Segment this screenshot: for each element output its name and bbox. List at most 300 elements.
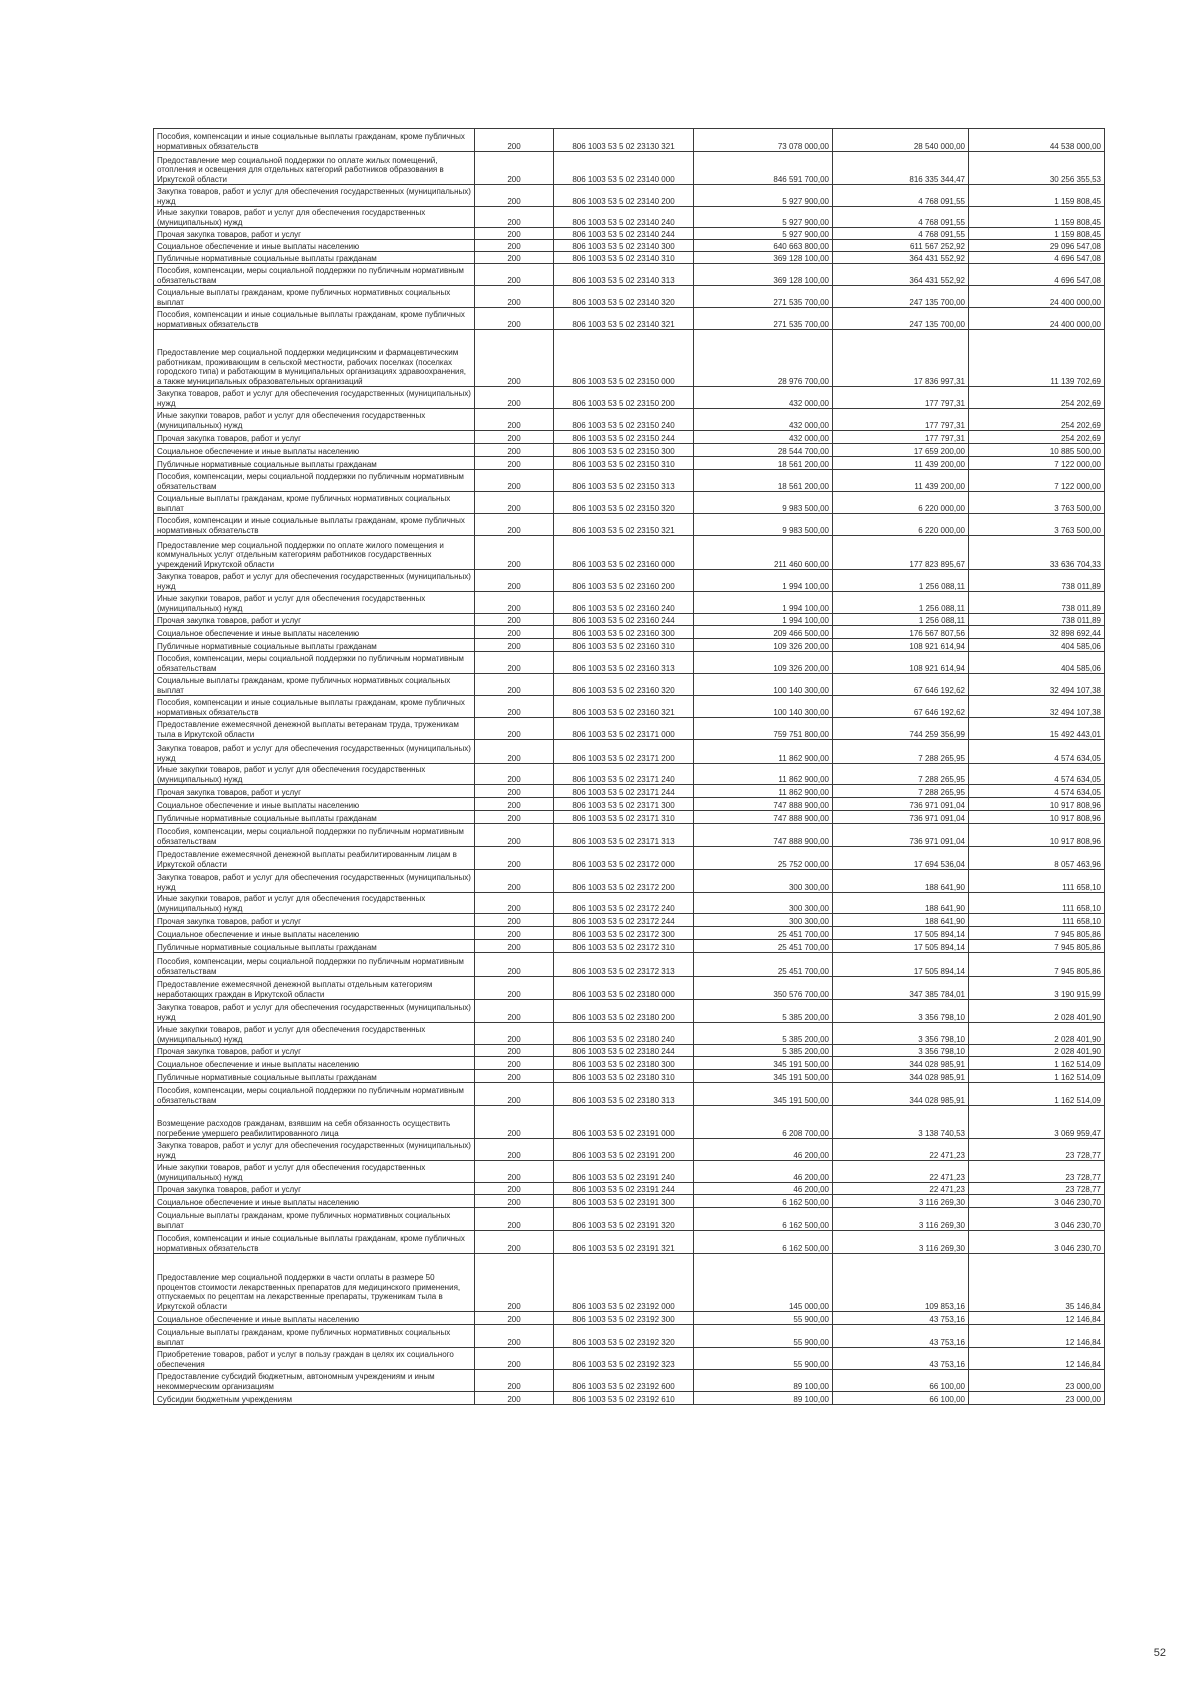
table-row	[154, 785, 1105, 798]
table-row	[154, 1348, 1105, 1370]
row-unexecuted-amount-cell: 3 190 915,99	[969, 977, 1105, 1000]
row-approved-amount-cell: 211 460 600,00	[694, 536, 833, 570]
row-classification-code-cell: 806 1003 53 5 02 23192 320	[554, 1325, 694, 1348]
row-approved-amount-cell: 5 385 200,00	[694, 1000, 833, 1023]
row-approved-amount-cell: 11 862 900,00	[694, 764, 833, 785]
row-code-cell: 200	[475, 185, 554, 207]
row-executed-amount-cell: 344 028 985,91	[833, 1083, 969, 1106]
row-code-cell: 200	[475, 409, 554, 431]
table-row	[154, 228, 1105, 240]
row-classification-code-cell: 806 1003 53 5 02 23160 321	[554, 696, 694, 718]
row-approved-amount-cell: 89 100,00	[694, 1370, 833, 1392]
row-code-cell: 200	[475, 614, 554, 626]
row-unexecuted-amount-cell: 3 046 230,70	[969, 1208, 1105, 1231]
row-code-cell: 200	[475, 1370, 554, 1392]
row-unexecuted-amount-cell: 32 494 107,38	[969, 696, 1105, 718]
row-code-cell: 200	[475, 286, 554, 308]
row-executed-amount-cell: 4 768 091,55	[833, 228, 969, 240]
row-unexecuted-amount-cell: 33 636 704,33	[969, 536, 1105, 570]
row-unexecuted-amount-cell: 10 885 500,00	[969, 444, 1105, 457]
row-executed-amount-cell: 17 505 894,14	[833, 927, 969, 940]
row-approved-amount-cell: 1 994 100,00	[694, 592, 833, 614]
table-row	[154, 1106, 1105, 1139]
row-approved-amount-cell: 25 752 000,00	[694, 847, 833, 870]
row-unexecuted-amount-cell: 254 202,69	[969, 387, 1105, 409]
row-unexecuted-amount-cell: 7 945 805,86	[969, 927, 1105, 940]
row-code-cell: 200	[475, 1070, 554, 1083]
table-row	[154, 1231, 1105, 1254]
row-code-cell: 200	[475, 824, 554, 847]
row-name-cell: Пособия, компенсации, меры социальной поддержки по публичным нормативным обязательствам	[154, 264, 475, 286]
row-executed-amount-cell: 1 256 088,11	[833, 614, 969, 626]
row-name-cell: Иные закупки товаров, работ и услуг для обеспечения государственных (муниципальных) нужд	[154, 409, 475, 431]
row-code-cell: 200	[475, 1231, 554, 1254]
row-executed-amount-cell: 816 335 344,47	[833, 152, 969, 185]
row-code-cell: 200	[475, 152, 554, 185]
row-code-cell: 200	[475, 1106, 554, 1139]
row-code-cell: 200	[475, 811, 554, 824]
row-executed-amount-cell: 11 439 200,00	[833, 457, 969, 470]
row-approved-amount-cell: 345 191 500,00	[694, 1070, 833, 1083]
row-code-cell: 200	[475, 1348, 554, 1370]
row-executed-amount-cell: 176 567 807,56	[833, 626, 969, 639]
row-code-cell: 200	[475, 977, 554, 1000]
table-row	[154, 207, 1105, 228]
row-classification-code-cell: 806 1003 53 5 02 23160 310	[554, 639, 694, 652]
row-name-cell: Предоставление мер социальной поддержки медицинским и фармацевтическим работникам, проживающим в сельской местности, рабочих поселках (поселках городского типа) и работающим в муниципальных организациях здравоохранения, а также муниципальных образовательных организаций	[154, 330, 475, 387]
row-executed-amount-cell: 3 356 798,10	[833, 1045, 969, 1057]
table-row	[154, 1254, 1105, 1312]
row-approved-amount-cell: 18 561 200,00	[694, 470, 833, 492]
row-name-cell: Иные закупки товаров, работ и услуг для обеспечения государственных (муниципальных) нужд	[154, 207, 475, 228]
row-classification-code-cell: 806 1003 53 5 02 23172 000	[554, 847, 694, 870]
row-classification-code-cell: 806 1003 53 5 02 23192 000	[554, 1254, 694, 1312]
row-executed-amount-cell: 67 646 192,62	[833, 674, 969, 696]
table-row	[154, 1161, 1105, 1183]
row-classification-code-cell: 806 1003 53 5 02 23172 300	[554, 927, 694, 940]
row-code-cell: 200	[475, 470, 554, 492]
table-row	[154, 1195, 1105, 1208]
row-code-cell: 200	[475, 457, 554, 470]
row-code-cell: 200	[475, 1083, 554, 1106]
row-unexecuted-amount-cell: 7 945 805,86	[969, 953, 1105, 977]
row-approved-amount-cell: 5 927 900,00	[694, 228, 833, 240]
table-row	[154, 570, 1105, 592]
row-name-cell: Пособия, компенсации и иные социальные выплаты гражданам, кроме публичных нормативных обязательств	[154, 1231, 475, 1254]
row-classification-code-cell: 806 1003 53 5 02 23160 000	[554, 536, 694, 570]
row-classification-code-cell: 806 1003 53 5 02 23150 320	[554, 492, 694, 514]
row-classification-code-cell: 806 1003 53 5 02 23150 200	[554, 387, 694, 409]
row-unexecuted-amount-cell: 111 658,10	[969, 914, 1105, 927]
row-code-cell: 200	[475, 387, 554, 409]
row-executed-amount-cell: 3 116 269,30	[833, 1208, 969, 1231]
row-unexecuted-amount-cell: 4 696 547,08	[969, 252, 1105, 264]
row-executed-amount-cell: 188 641,90	[833, 893, 969, 914]
row-classification-code-cell: 806 1003 53 5 02 23171 244	[554, 785, 694, 798]
row-approved-amount-cell: 5 385 200,00	[694, 1023, 833, 1045]
row-classification-code-cell: 806 1003 53 5 02 23191 320	[554, 1208, 694, 1231]
row-classification-code-cell: 806 1003 53 5 02 23160 320	[554, 674, 694, 696]
row-approved-amount-cell: 25 451 700,00	[694, 953, 833, 977]
row-name-cell: Закупка товаров, работ и услуг для обеспечения государственных (муниципальных) нужд	[154, 1000, 475, 1023]
row-name-cell: Закупка товаров, работ и услуг для обеспечения государственных (муниципальных) нужд	[154, 870, 475, 893]
row-code-cell: 200	[475, 927, 554, 940]
table-row	[154, 940, 1105, 953]
row-classification-code-cell: 806 1003 53 5 02 23171 200	[554, 740, 694, 764]
table-row	[154, 185, 1105, 207]
row-executed-amount-cell: 344 028 985,91	[833, 1057, 969, 1070]
row-classification-code-cell: 806 1003 53 5 02 23180 000	[554, 977, 694, 1000]
row-executed-amount-cell: 22 471,23	[833, 1161, 969, 1183]
row-code-cell: 200	[475, 444, 554, 457]
row-approved-amount-cell: 350 576 700,00	[694, 977, 833, 1000]
row-classification-code-cell: 806 1003 53 5 02 23150 321	[554, 514, 694, 536]
row-approved-amount-cell: 28 544 700,00	[694, 444, 833, 457]
row-name-cell: Публичные нормативные социальные выплаты гражданам	[154, 1070, 475, 1083]
row-unexecuted-amount-cell: 738 011,89	[969, 614, 1105, 626]
table-row	[154, 870, 1105, 893]
row-code-cell: 200	[475, 1161, 554, 1183]
table-row	[154, 977, 1105, 1000]
row-unexecuted-amount-cell: 4 574 634,05	[969, 764, 1105, 785]
row-classification-code-cell: 806 1003 53 5 02 23160 244	[554, 614, 694, 626]
row-name-cell: Предоставление мер социальной поддержки по оплате жилых помещений, отопления и освещения для отдельных категорий работников образования в Иркутской области	[154, 152, 475, 185]
row-name-cell: Закупка товаров, работ и услуг для обеспечения государственных (муниципальных) нужд	[154, 387, 475, 409]
row-classification-code-cell: 806 1003 53 5 02 23160 200	[554, 570, 694, 592]
row-classification-code-cell: 806 1003 53 5 02 23171 240	[554, 764, 694, 785]
row-name-cell: Социальное обеспечение и иные выплаты населению	[154, 927, 475, 940]
table-row	[154, 264, 1105, 286]
table-row	[154, 470, 1105, 492]
row-unexecuted-amount-cell: 111 658,10	[969, 893, 1105, 914]
row-name-cell: Пособия, компенсации, меры социальной поддержки по публичным нормативным обязательствам	[154, 1083, 475, 1106]
row-executed-amount-cell: 66 100,00	[833, 1370, 969, 1392]
row-code-cell: 200	[475, 1312, 554, 1325]
table-row	[154, 308, 1105, 330]
row-approved-amount-cell: 271 535 700,00	[694, 308, 833, 330]
table-row	[154, 893, 1105, 914]
row-executed-amount-cell: 364 431 552,92	[833, 252, 969, 264]
row-executed-amount-cell: 188 641,90	[833, 870, 969, 893]
row-executed-amount-cell: 22 471,23	[833, 1139, 969, 1161]
row-name-cell: Социальное обеспечение и иные выплаты населению	[154, 798, 475, 811]
row-executed-amount-cell: 7 288 265,95	[833, 785, 969, 798]
row-executed-amount-cell: 611 567 252,92	[833, 240, 969, 252]
row-name-cell: Публичные нормативные социальные выплаты гражданам	[154, 811, 475, 824]
row-unexecuted-amount-cell: 254 202,69	[969, 431, 1105, 444]
row-approved-amount-cell: 6 162 500,00	[694, 1195, 833, 1208]
row-approved-amount-cell: 432 000,00	[694, 409, 833, 431]
row-name-cell: Пособия, компенсации, меры социальной поддержки по публичным нормативным обязательствам	[154, 953, 475, 977]
row-code-cell: 200	[475, 1139, 554, 1161]
row-executed-amount-cell: 28 540 000,00	[833, 129, 969, 152]
row-classification-code-cell: 806 1003 53 5 02 23140 310	[554, 252, 694, 264]
row-unexecuted-amount-cell: 7 945 805,86	[969, 940, 1105, 953]
table-row	[154, 674, 1105, 696]
row-classification-code-cell: 806 1003 53 5 02 23172 200	[554, 870, 694, 893]
row-executed-amount-cell: 736 971 091,04	[833, 811, 969, 824]
table-row	[154, 740, 1105, 764]
row-approved-amount-cell: 209 466 500,00	[694, 626, 833, 639]
row-code-cell: 200	[475, 674, 554, 696]
row-code-cell: 200	[475, 1392, 554, 1405]
row-approved-amount-cell: 5 927 900,00	[694, 207, 833, 228]
row-classification-code-cell: 806 1003 53 5 02 23172 240	[554, 893, 694, 914]
table-row	[154, 457, 1105, 470]
row-executed-amount-cell: 3 116 269,30	[833, 1231, 969, 1254]
row-classification-code-cell: 806 1003 53 5 02 23160 240	[554, 592, 694, 614]
row-code-cell: 200	[475, 696, 554, 718]
row-unexecuted-amount-cell: 11 139 702,69	[969, 330, 1105, 387]
row-code-cell: 200	[475, 264, 554, 286]
row-classification-code-cell: 806 1003 53 5 02 23171 300	[554, 798, 694, 811]
row-code-cell: 200	[475, 764, 554, 785]
row-name-cell: Предоставление ежемесячной денежной выплаты отдельным категориям неработающих граждан в Иркутской области	[154, 977, 475, 1000]
row-executed-amount-cell: 17 505 894,14	[833, 940, 969, 953]
row-executed-amount-cell: 17 505 894,14	[833, 953, 969, 977]
row-code-cell: 200	[475, 252, 554, 264]
row-approved-amount-cell: 345 191 500,00	[694, 1083, 833, 1106]
table-body	[154, 129, 1105, 1405]
table-row	[154, 492, 1105, 514]
table-row	[154, 1070, 1105, 1083]
row-name-cell: Социальное обеспечение и иные выплаты населению	[154, 1195, 475, 1208]
row-executed-amount-cell: 177 823 895,67	[833, 536, 969, 570]
row-approved-amount-cell: 46 200,00	[694, 1139, 833, 1161]
row-executed-amount-cell: 43 753,16	[833, 1348, 969, 1370]
row-unexecuted-amount-cell: 4 574 634,05	[969, 740, 1105, 764]
row-classification-code-cell: 806 1003 53 5 02 23180 310	[554, 1070, 694, 1083]
row-unexecuted-amount-cell: 4 574 634,05	[969, 785, 1105, 798]
row-classification-code-cell: 806 1003 53 5 02 23150 244	[554, 431, 694, 444]
table-row	[154, 847, 1105, 870]
row-executed-amount-cell: 6 220 000,00	[833, 492, 969, 514]
table-row	[154, 431, 1105, 444]
row-code-cell: 200	[475, 1195, 554, 1208]
row-code-cell: 200	[475, 652, 554, 674]
table-row	[154, 614, 1105, 626]
table-row	[154, 252, 1105, 264]
row-executed-amount-cell: 109 853,16	[833, 1254, 969, 1312]
row-code-cell: 200	[475, 240, 554, 252]
row-code-cell: 200	[475, 129, 554, 152]
row-name-cell: Прочая закупка товаров, работ и услуг	[154, 228, 475, 240]
budget-execution-table	[153, 128, 1105, 1405]
row-classification-code-cell: 806 1003 53 5 02 23172 313	[554, 953, 694, 977]
row-executed-amount-cell: 43 753,16	[833, 1325, 969, 1348]
row-executed-amount-cell: 247 135 700,00	[833, 308, 969, 330]
row-code-cell: 200	[475, 330, 554, 387]
row-classification-code-cell: 806 1003 53 5 02 23140 300	[554, 240, 694, 252]
row-name-cell: Субсидии бюджетным учреждениям	[154, 1392, 475, 1405]
row-classification-code-cell: 806 1003 53 5 02 23160 300	[554, 626, 694, 639]
row-classification-code-cell: 806 1003 53 5 02 23150 000	[554, 330, 694, 387]
row-approved-amount-cell: 1 994 100,00	[694, 614, 833, 626]
row-name-cell: Прочая закупка товаров, работ и услуг	[154, 614, 475, 626]
row-unexecuted-amount-cell: 23 000,00	[969, 1392, 1105, 1405]
row-classification-code-cell: 806 1003 53 5 02 23192 600	[554, 1370, 694, 1392]
row-approved-amount-cell: 747 888 900,00	[694, 824, 833, 847]
table-row	[154, 1045, 1105, 1057]
row-unexecuted-amount-cell: 1 162 514,09	[969, 1057, 1105, 1070]
row-name-cell: Пособия, компенсации и иные социальные выплаты гражданам, кроме публичных нормативных обязательств	[154, 308, 475, 330]
row-code-cell: 200	[475, 492, 554, 514]
row-unexecuted-amount-cell: 3 046 230,70	[969, 1195, 1105, 1208]
row-executed-amount-cell: 744 259 356,99	[833, 718, 969, 740]
row-classification-code-cell: 806 1003 53 5 02 23191 321	[554, 1231, 694, 1254]
row-approved-amount-cell: 25 451 700,00	[694, 927, 833, 940]
row-executed-amount-cell: 43 753,16	[833, 1312, 969, 1325]
row-name-cell: Социальные выплаты гражданам, кроме публичных нормативных социальных выплат	[154, 286, 475, 308]
row-name-cell: Предоставление ежемесячной денежной выплаты реабилитированным лицам в Иркутской области	[154, 847, 475, 870]
row-unexecuted-amount-cell: 8 057 463,96	[969, 847, 1105, 870]
row-classification-code-cell: 806 1003 53 5 02 23150 313	[554, 470, 694, 492]
row-unexecuted-amount-cell: 1 159 808,45	[969, 228, 1105, 240]
row-name-cell: Приобретение товаров, работ и услуг в пользу граждан в целях их социального обеспечения	[154, 1348, 475, 1370]
row-approved-amount-cell: 145 000,00	[694, 1254, 833, 1312]
row-executed-amount-cell: 66 100,00	[833, 1392, 969, 1405]
row-name-cell: Социальные выплаты гражданам, кроме публичных нормативных социальных выплат	[154, 1325, 475, 1348]
table-row	[154, 914, 1105, 927]
row-code-cell: 200	[475, 431, 554, 444]
row-classification-code-cell: 806 1003 53 5 02 23140 240	[554, 207, 694, 228]
row-unexecuted-amount-cell: 2 028 401,90	[969, 1045, 1105, 1057]
row-approved-amount-cell: 55 900,00	[694, 1312, 833, 1325]
row-classification-code-cell: 806 1003 53 5 02 23180 313	[554, 1083, 694, 1106]
page-number: 52	[1153, 1647, 1166, 1659]
row-executed-amount-cell: 4 768 091,55	[833, 185, 969, 207]
row-name-cell: Прочая закупка товаров, работ и услуг	[154, 914, 475, 927]
row-name-cell: Социальное обеспечение и иные выплаты населению	[154, 444, 475, 457]
row-unexecuted-amount-cell: 23 000,00	[969, 1370, 1105, 1392]
row-code-cell: 200	[475, 870, 554, 893]
row-executed-amount-cell: 17 659 200,00	[833, 444, 969, 457]
row-approved-amount-cell: 846 591 700,00	[694, 152, 833, 185]
row-executed-amount-cell: 3 356 798,10	[833, 1000, 969, 1023]
row-unexecuted-amount-cell: 23 728,77	[969, 1183, 1105, 1195]
row-approved-amount-cell: 46 200,00	[694, 1161, 833, 1183]
row-unexecuted-amount-cell: 3 763 500,00	[969, 492, 1105, 514]
row-unexecuted-amount-cell: 7 122 000,00	[969, 470, 1105, 492]
row-classification-code-cell: 806 1003 53 5 02 23191 300	[554, 1195, 694, 1208]
row-classification-code-cell: 806 1003 53 5 02 23192 323	[554, 1348, 694, 1370]
row-name-cell: Пособия, компенсации, меры социальной поддержки по публичным нормативным обязательствам	[154, 470, 475, 492]
table-row	[154, 592, 1105, 614]
row-classification-code-cell: 806 1003 53 5 02 23140 000	[554, 152, 694, 185]
table-row	[154, 652, 1105, 674]
table-row	[154, 927, 1105, 940]
row-approved-amount-cell: 46 200,00	[694, 1183, 833, 1195]
row-name-cell: Иные закупки товаров, работ и услуг для обеспечения государственных (муниципальных) нужд	[154, 893, 475, 914]
row-name-cell: Социальное обеспечение и иные выплаты населению	[154, 1057, 475, 1070]
row-classification-code-cell: 806 1003 53 5 02 23180 244	[554, 1045, 694, 1057]
row-approved-amount-cell: 28 976 700,00	[694, 330, 833, 387]
row-approved-amount-cell: 55 900,00	[694, 1348, 833, 1370]
row-approved-amount-cell: 9 983 500,00	[694, 492, 833, 514]
row-unexecuted-amount-cell: 2 028 401,90	[969, 1023, 1105, 1045]
row-approved-amount-cell: 5 385 200,00	[694, 1045, 833, 1057]
row-name-cell: Прочая закупка товаров, работ и услуг	[154, 1045, 475, 1057]
table-row	[154, 811, 1105, 824]
row-unexecuted-amount-cell: 15 492 443,01	[969, 718, 1105, 740]
row-unexecuted-amount-cell: 1 159 808,45	[969, 185, 1105, 207]
row-code-cell: 200	[475, 308, 554, 330]
table-row	[154, 330, 1105, 387]
row-code-cell: 200	[475, 228, 554, 240]
row-unexecuted-amount-cell: 12 146,84	[969, 1325, 1105, 1348]
row-approved-amount-cell: 9 983 500,00	[694, 514, 833, 536]
row-code-cell: 200	[475, 740, 554, 764]
row-approved-amount-cell: 11 862 900,00	[694, 785, 833, 798]
row-classification-code-cell: 806 1003 53 5 02 23192 300	[554, 1312, 694, 1325]
row-unexecuted-amount-cell: 1 159 808,45	[969, 207, 1105, 228]
row-executed-amount-cell: 347 385 784,01	[833, 977, 969, 1000]
row-executed-amount-cell: 4 768 091,55	[833, 207, 969, 228]
row-unexecuted-amount-cell: 3 069 959,47	[969, 1106, 1105, 1139]
row-unexecuted-amount-cell: 35 146,84	[969, 1254, 1105, 1312]
table-row	[154, 696, 1105, 718]
row-unexecuted-amount-cell: 3 046 230,70	[969, 1231, 1105, 1254]
row-classification-code-cell: 806 1003 53 5 02 23191 200	[554, 1139, 694, 1161]
row-code-cell: 200	[475, 514, 554, 536]
row-approved-amount-cell: 100 140 300,00	[694, 696, 833, 718]
row-name-cell: Публичные нормативные социальные выплаты гражданам	[154, 940, 475, 953]
table-row	[154, 1057, 1105, 1070]
row-name-cell: Социальное обеспечение и иные выплаты населению	[154, 1312, 475, 1325]
row-unexecuted-amount-cell: 44 538 000,00	[969, 129, 1105, 152]
row-classification-code-cell: 806 1003 53 5 02 23180 240	[554, 1023, 694, 1045]
row-executed-amount-cell: 6 220 000,00	[833, 514, 969, 536]
row-code-cell: 200	[475, 1045, 554, 1057]
row-executed-amount-cell: 22 471,23	[833, 1183, 969, 1195]
row-name-cell: Социальные выплаты гражданам, кроме публичных нормативных социальных выплат	[154, 674, 475, 696]
row-code-cell: 200	[475, 639, 554, 652]
row-unexecuted-amount-cell: 2 028 401,90	[969, 1000, 1105, 1023]
row-approved-amount-cell: 300 300,00	[694, 914, 833, 927]
row-code-cell: 200	[475, 592, 554, 614]
table-row	[154, 1312, 1105, 1325]
row-unexecuted-amount-cell: 404 585,06	[969, 639, 1105, 652]
table-row	[154, 536, 1105, 570]
row-classification-code-cell: 806 1003 53 5 02 23150 240	[554, 409, 694, 431]
row-classification-code-cell: 806 1003 53 5 02 23180 300	[554, 1057, 694, 1070]
row-executed-amount-cell: 736 971 091,04	[833, 824, 969, 847]
row-code-cell: 200	[475, 1254, 554, 1312]
row-name-cell: Пособия, компенсации и иные социальные выплаты гражданам, кроме публичных нормативных обязательств	[154, 129, 475, 152]
table-row	[154, 286, 1105, 308]
row-approved-amount-cell: 369 128 100,00	[694, 264, 833, 286]
row-code-cell: 200	[475, 798, 554, 811]
row-name-cell: Иные закупки товаров, работ и услуг для обеспечения государственных (муниципальных) нужд	[154, 592, 475, 614]
row-approved-amount-cell: 432 000,00	[694, 431, 833, 444]
row-approved-amount-cell: 109 326 200,00	[694, 652, 833, 674]
row-classification-code-cell: 806 1003 53 5 02 23191 240	[554, 1161, 694, 1183]
row-classification-code-cell: 806 1003 53 5 02 23171 310	[554, 811, 694, 824]
table-row	[154, 240, 1105, 252]
table-row	[154, 129, 1105, 152]
row-unexecuted-amount-cell: 1 162 514,09	[969, 1083, 1105, 1106]
row-executed-amount-cell: 177 797,31	[833, 431, 969, 444]
row-approved-amount-cell: 1 994 100,00	[694, 570, 833, 592]
row-code-cell: 200	[475, 1183, 554, 1195]
row-name-cell: Социальные выплаты гражданам, кроме публичных нормативных социальных выплат	[154, 1208, 475, 1231]
table-row	[154, 1370, 1105, 1392]
row-executed-amount-cell: 108 921 614,94	[833, 652, 969, 674]
row-name-cell: Иные закупки товаров, работ и услуг для обеспечения государственных (муниципальных) нужд	[154, 1161, 475, 1183]
table-row	[154, 953, 1105, 977]
table-row	[154, 1392, 1105, 1405]
row-code-cell: 200	[475, 1023, 554, 1045]
